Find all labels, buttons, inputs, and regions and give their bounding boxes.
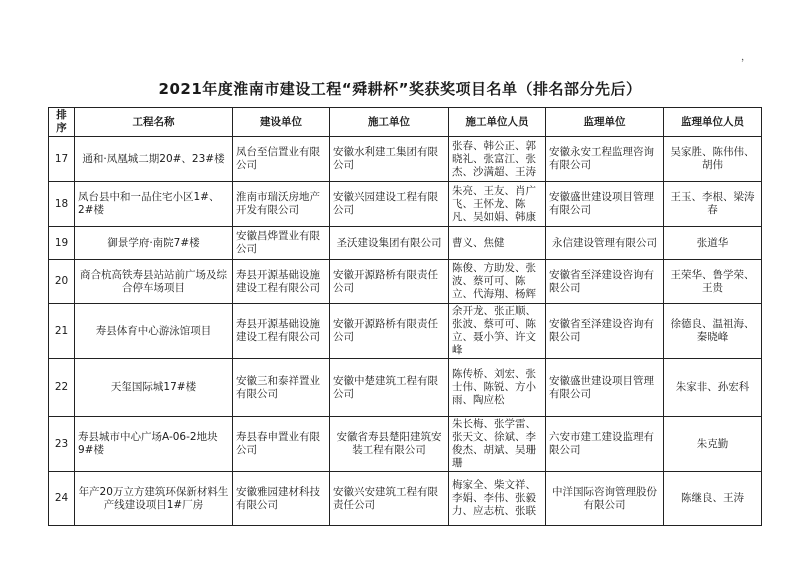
builder-cell: 寿县开源基础设施建设工程有限公司 <box>233 304 330 359</box>
supervisor-cell: 永信建设管理有限公司 <box>546 227 664 260</box>
rank-cell: 20 <box>49 260 75 304</box>
table-row <box>49 182 762 227</box>
supervisor-cell: 安徽盛世建设项目管理有限公司 <box>546 182 664 227</box>
contractor-cell: 安徽水利建工集团有限公司 <box>330 137 449 182</box>
contractor-staff-cell: 陈俊、方助发、张波、蔡可可、陈立、代海翔、杨辉 <box>449 260 546 304</box>
builder-cell: 寿县开源基础设施建设工程有限公司 <box>233 260 330 304</box>
corner-mark: ， <box>741 52 751 63</box>
rank-cell: 19 <box>49 227 75 260</box>
table-row <box>49 137 762 182</box>
contractor-cell: 安徽兴园建设工程有限公司 <box>330 182 449 227</box>
project-cell: 通和·凤凰城二期20#、23#楼 <box>75 137 233 182</box>
table-header-row <box>49 108 762 137</box>
contractor-cell: 安徽中楚建筑工程有限公司 <box>330 359 449 417</box>
page-blank-area <box>48 500 761 581</box>
header-supervisor: 监理单位 <box>546 108 664 137</box>
contractor-staff-cell: 朱亮、王友、肖广飞、王怀龙、陈凡、吴如娟、韩康 <box>449 182 546 227</box>
project-cell: 凤台县中和一品住宅小区1#、2#楼 <box>75 182 233 227</box>
rank-cell: 18 <box>49 182 75 227</box>
table-row <box>49 304 762 359</box>
page-title: 2021年度淮南市建设工程“舜耕杯”奖获奖项目名单（排名部分先后） <box>158 80 642 98</box>
rank-cell: 24 <box>49 472 75 526</box>
contractor-staff-cell: 朱长梅、张学雷、张天文、徐斌、李俊杰、胡斌、吴珊珊 <box>449 417 546 472</box>
supervisor-staff-cell: 陈继良、王涛 <box>664 472 762 526</box>
supervisor-staff-cell: 王玉、李根、梁涛春 <box>664 182 762 227</box>
project-cell: 年产20万立方建筑环保新材料生产线建设项目1#厂房 <box>75 472 233 526</box>
supervisor-cell: 安徽盛世建设项目管理有限公司 <box>546 359 664 417</box>
header-contractor: 施工单位 <box>330 108 449 137</box>
table-row <box>49 359 762 417</box>
project-cell: 天玺国际城17#楼 <box>75 359 233 417</box>
contractor-cell: 安徽开源路桥有限责任公司 <box>330 260 449 304</box>
builder-cell: 安徽三和泰祥置业有限公司 <box>233 359 330 417</box>
project-cell: 寿县城市中心广场A-06-2地块9#楼 <box>75 417 233 472</box>
header-builder: 建设单位 <box>233 108 330 137</box>
project-cell: 御景学府·南院7#楼 <box>75 227 233 260</box>
header-rank: 排序 <box>49 108 75 137</box>
supervisor-cell: 六安市建工建设监理有限公司 <box>546 417 664 472</box>
table-row <box>49 227 762 260</box>
supervisor-staff-cell: 吴家胜、陈伟伟、胡伟 <box>664 137 762 182</box>
header-supervisor-staff: 监理单位人员 <box>664 108 762 137</box>
table-row <box>49 260 762 304</box>
supervisor-cell: 安徽永安工程监理咨询有限公司 <box>546 137 664 182</box>
builder-cell: 寿县春申置业有限公司 <box>233 417 330 472</box>
supervisor-staff-cell: 徐德良、温祖海、秦晓峰 <box>664 304 762 359</box>
project-cell: 寿县体育中心游泳馆项目 <box>75 304 233 359</box>
contractor-staff-cell: 陈传桥、刘宏、张士伟、陈锐、方小雨、陶应松 <box>449 359 546 417</box>
rank-cell: 21 <box>49 304 75 359</box>
rank-cell: 23 <box>49 417 75 472</box>
rank-cell: 22 <box>49 359 75 417</box>
builder-cell: 凤台至信置业有限公司 <box>233 137 330 182</box>
table-row <box>49 417 762 472</box>
award-table <box>48 107 762 526</box>
supervisor-staff-cell: 王荣华、鲁学荣、王贵 <box>664 260 762 304</box>
project-cell: 商合杭高铁寿县站站前广场及综合停车场项目 <box>75 260 233 304</box>
contractor-cell: 安徽省寿县楚阳建筑安装工程有限公司 <box>330 417 449 472</box>
builder-cell: 安徽雅园建材科技有限公司 <box>233 472 330 526</box>
contractor-staff-cell: 曹义、焦健 <box>449 227 546 260</box>
supervisor-staff-cell: 张道华 <box>664 227 762 260</box>
supervisor-staff-cell: 朱克勤 <box>664 417 762 472</box>
contractor-staff-cell: 张春、韩公正、郭晓礼、张富江、张杰、沙满超、王涛 <box>449 137 546 182</box>
supervisor-cell: 安徽省至泽建设咨询有限公司 <box>546 304 664 359</box>
builder-cell: 安徽昌烨置业有限公司 <box>233 227 330 260</box>
header-project-name: 工程名称 <box>75 108 233 137</box>
contractor-staff-cell: 余开龙、张正顺、张波、蔡可可、陈立、聂小笋、许文峰 <box>449 304 546 359</box>
supervisor-cell: 安徽省至泽建设咨询有限公司 <box>546 260 664 304</box>
contractor-cell: 圣沃建设集团有限公司 <box>330 227 449 260</box>
header-contractor-staff: 施工单位人员 <box>449 108 546 137</box>
builder-cell: 淮南市瑞沃房地产开发有限公司 <box>233 182 330 227</box>
contractor-cell: 安徽兴安建筑工程有限责任公司 <box>330 472 449 526</box>
supervisor-staff-cell: 朱家非、孙宏科 <box>664 359 762 417</box>
rank-cell: 17 <box>49 137 75 182</box>
contractor-staff-cell: 梅家全、柴文祥、李娟、李伟、张毅力、应志杭、张联 <box>449 472 546 526</box>
supervisor-cell: 中洋国际咨询管理股份有限公司 <box>546 472 664 526</box>
contractor-cell: 安徽开源路桥有限责任公司 <box>330 304 449 359</box>
